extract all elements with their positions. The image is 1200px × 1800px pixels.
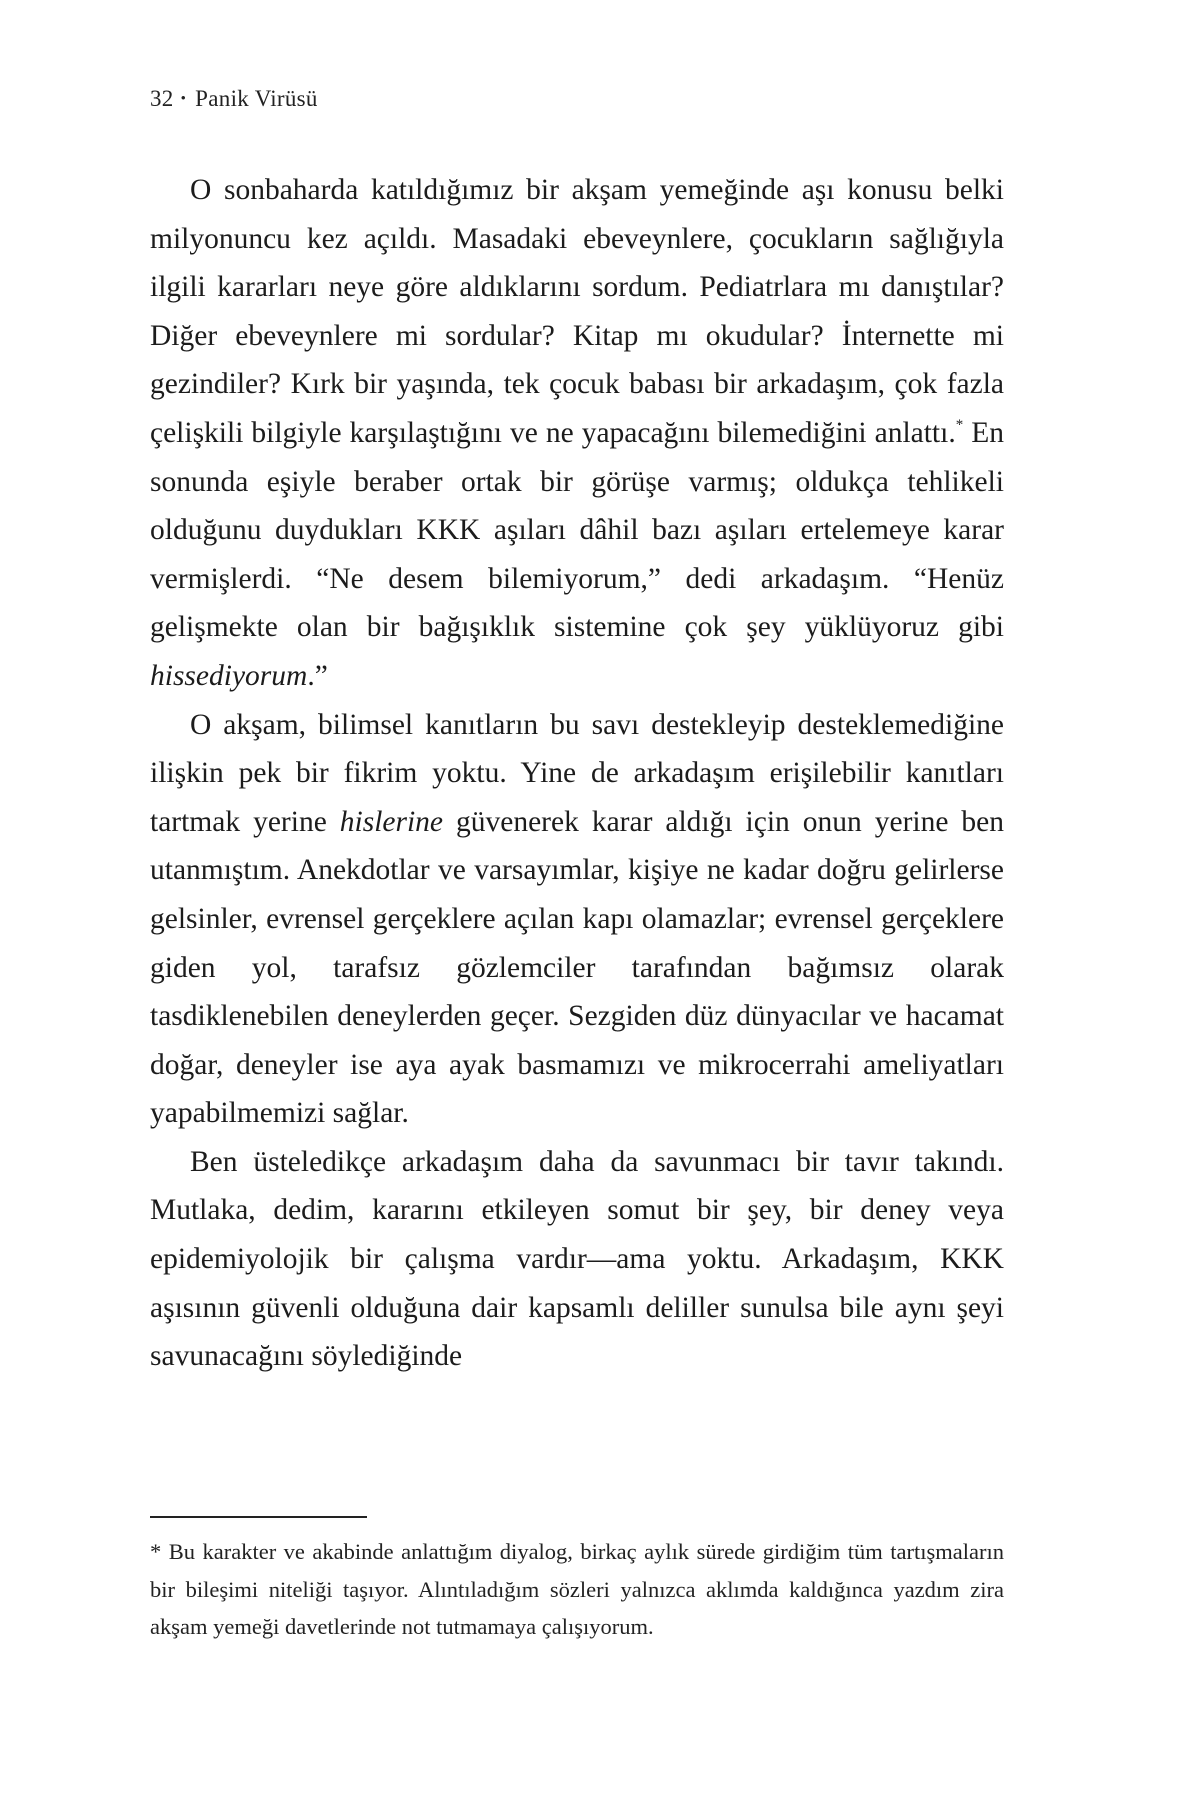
paragraph-text: .” — [307, 659, 328, 692]
running-header — [150, 86, 318, 112]
paragraph-text: En sonunda eşiyle beraber ortak bir görüşe varmış; oldukça tehlikeli olduğunu duydukları KKK aşıları dâhil bazı aşıları ertelemeye karar vermişlerdi. “Ne desem bilemiyorum,” dedi arkadaşım. “Henüz gelişmekte olan bir bağışıklık sistemine çok şey yüklüyoruz gibi — [150, 416, 1004, 644]
footnote-divider — [150, 1516, 367, 1518]
paragraph-text: Ben üsteledikçe arkadaşım daha da savunmacı bir tavır takındı. Mutlaka, dedim, kararını etkileyen somut bir şey, bir deney veya epidemiyolojik bir çalışma vardır—ama yoktu. Arkadaşım, KKK aşısının güvenli olduğuna dair kapsamlı deliller sunulsa bile aynı şeyi savunacağını söylediğinde — [150, 1145, 1004, 1373]
header-separator: • — [180, 91, 187, 107]
emphasized-word: hissediyorum — [150, 659, 308, 692]
paragraph — [150, 701, 1004, 1138]
main-text — [150, 166, 1004, 1381]
footnote-text: * Bu karakter ve akabinde anlattığım diyalog, birkaç aylık sürede girdiğim tüm tartışmaların bir bileşimi niteliği taşıyor. Alıntıladığım sözleri yalnızca aklımda kaldığınca yazdım zira akşam yemeği davetlerinde not tutmamaya çalışıyorum. — [150, 1539, 1004, 1639]
paragraph-text: O akşam, bilimsel kanıtların bu savı destekleyip desteklemediğine ilişkin pek bir fikrim yoktu. Yine de arkadaşım erişilebilir kanıtları tartmak yerine — [150, 708, 1004, 838]
footnote-marker: * — [955, 416, 964, 433]
page-number: 32 — [150, 86, 174, 111]
paragraph — [150, 166, 1004, 701]
paragraph — [150, 1138, 1004, 1381]
footnote — [150, 1533, 1004, 1646]
paragraph-text: güvenerek karar aldığı için onun yerine ben utanmıştım. Anekdotlar ve varsayımlar, kişiye ne kadar doğru gelirlerse gelsinler, evrensel gerçeklere açılan kapı olamazlar; evrensel gerçeklere giden yol, tarafsız gözlemciler tarafından bağımsız olarak tasdiklenebilen deneylerden geçer. Sezgiden düz dünyacılar ve hacamat doğar, deneyler ise aya ayak basmamızı ve mikrocerrahi ameliyatları yapabilmemizi sağlar. — [150, 805, 1005, 1130]
paragraph-text: O sonbaharda katıldığımız bir akşam yemeğinde aşı konusu belki milyonuncu kez açıldı. Masadaki ebeveynlere, çocukların sağlığıyla ilgili kararları neye göre aldıklarını sordum. Pediatrlara mı danıştılar? Diğer ebeveynlere mi sordular? Kitap mı okudular? İnternette mi gezindiler? Kırk bir yaşında, tek çocuk babası bir arkadaşım, çok fazla çelişkili bilgiyle karşılaştığını ve ne yapacağını bilemediğini anlattı. — [150, 174, 1004, 449]
book-title: Panik Virüsü — [195, 86, 318, 111]
emphasized-word: hislerine — [339, 805, 444, 838]
